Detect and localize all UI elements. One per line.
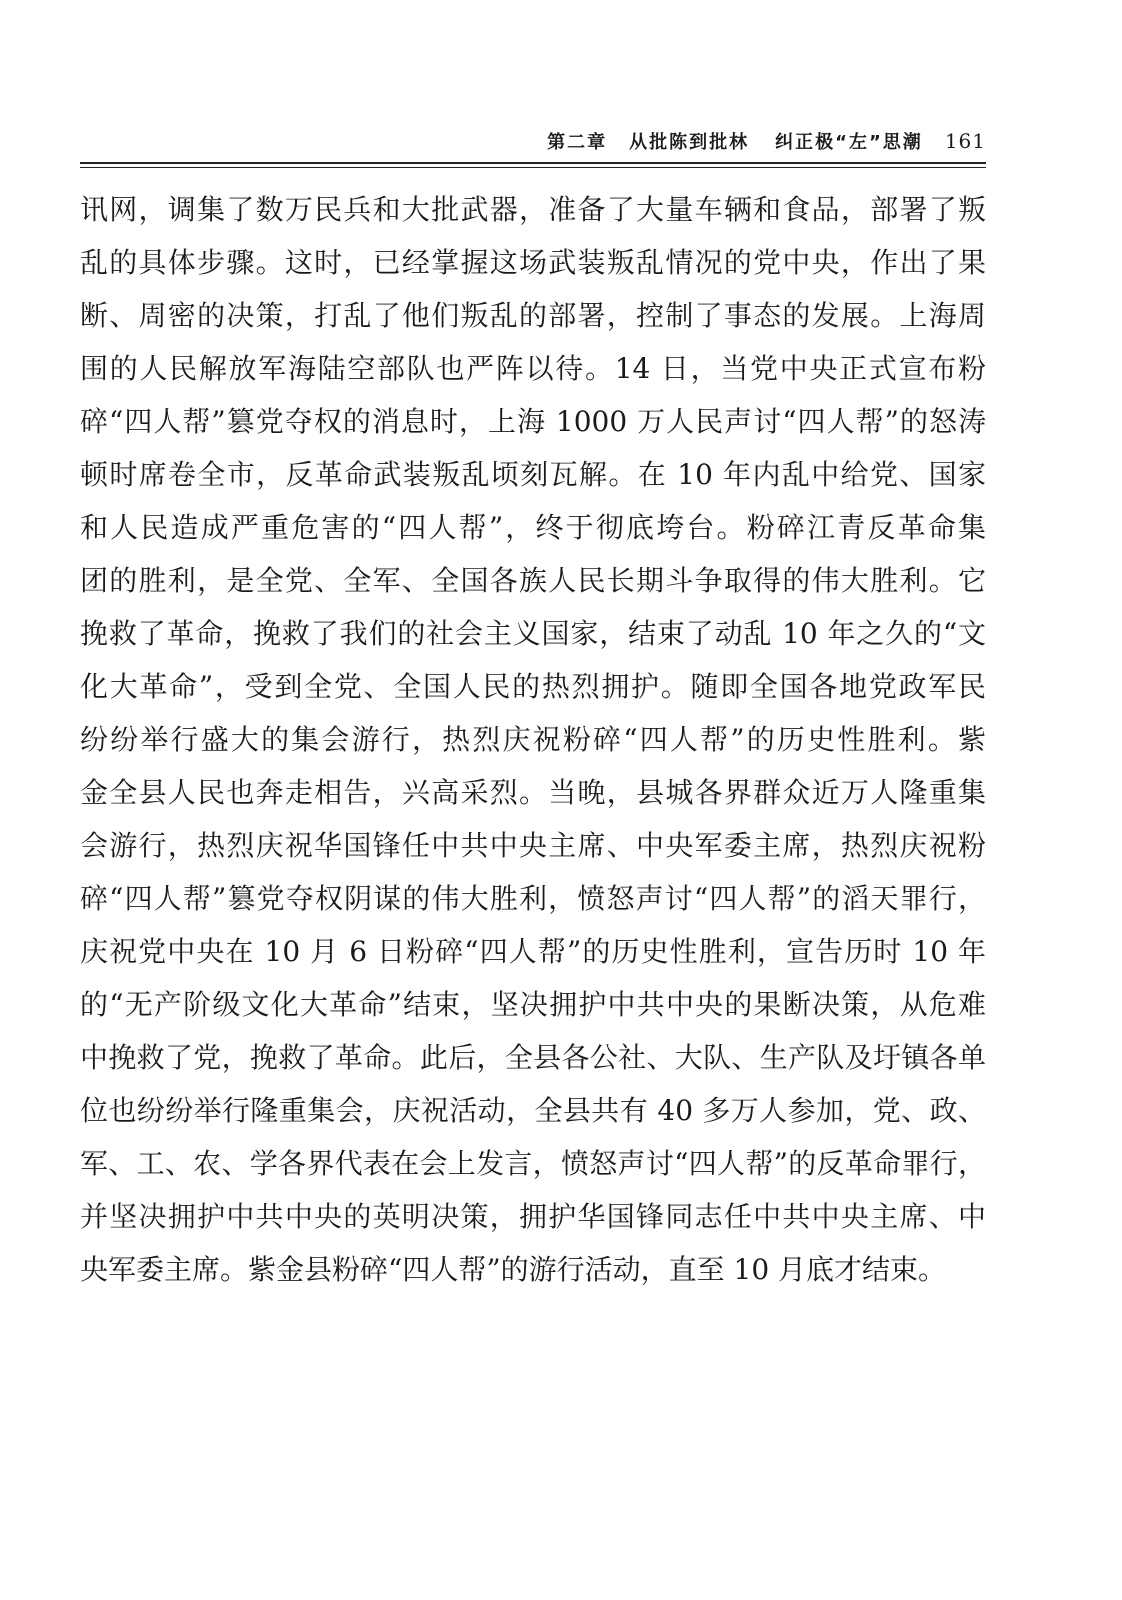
chapter-title: 从批陈到批林	[629, 132, 750, 153]
text-line: 并坚决拥护中共中央的英明决策，拥护华国锋同志任中共中央主席、中	[80, 1200, 986, 1233]
text-line: 和人民造成严重危害的“四人帮”，终于彻底垮台。粉碎江青反革命集	[80, 511, 986, 544]
text-line: 军、工、农、学各界代表在会上发言，愤怒声讨“四人帮”的反革命罪行，	[80, 1147, 986, 1180]
text-line: 纷纷举行盛大的集会游行，热烈庆祝粉碎“四人帮”的历史性胜利。紫	[80, 723, 986, 756]
text-line: 围的人民解放军海陆空部队也严阵以待。14 日，当党中央正式宣布粉	[80, 352, 986, 385]
text-line: 化大革命”，受到全党、全国人民的热烈拥护。随即全国各地党政军民	[80, 670, 986, 703]
text-line: 位也纷纷举行隆重集会，庆祝活动，全县共有 40 多万人参加，党、政、	[80, 1094, 986, 1127]
text-line: 中挽救了党，挽救了革命。此后，全县各公社、大队、生产队及圩镇各单	[80, 1041, 986, 1074]
chapter-label: 第二章	[547, 132, 608, 153]
header-rule-thick	[80, 162, 986, 164]
text-line: 乱的具体步骤。这时，已经掌握这场武装叛乱情况的党中央，作出了果	[80, 246, 986, 279]
text-line: 会游行，热烈庆祝华国锋任中共中央主席、中央军委主席，热烈庆祝粉	[80, 829, 986, 862]
body-text	[80, 183, 986, 1296]
text-line: 顿时席卷全市，反革命武装叛乱顷刻瓦解。在 10 年内乱中给党、国家	[80, 458, 986, 491]
text-line: 断、周密的决策，打乱了他们叛乱的部署，控制了事态的发展。上海周	[80, 299, 986, 332]
text-line: 挽救了革命，挽救了我们的社会主义国家，结束了动乱 10 年之久的“文	[80, 617, 986, 650]
text-line: 的“无产阶级文化大革命”结束，坚决拥护中共中央的果断决策，从危难	[80, 988, 986, 1021]
text-line: 讯网，调集了数万民兵和大批武器，准备了大量车辆和食品，部署了叛	[80, 193, 986, 226]
running-header	[80, 128, 986, 162]
text-line: 碎“四人帮”篡党夺权阴谋的伟大胜利，愤怒声讨“四人帮”的滔天罪行，	[80, 882, 986, 915]
page-number: 161	[944, 129, 986, 153]
text-line: 金全县人民也奔走相告，兴高采烈。当晚，县城各界群众近万人隆重集	[80, 776, 986, 809]
text-line: 庆祝党中央在 10 月 6 日粉碎“四人帮”的历史性胜利，宣告历时 10 年	[80, 935, 986, 968]
chapter-subtitle: 纠正极“左”思潮	[775, 132, 923, 153]
text-line: 碎“四人帮”篡党夺权的消息时，上海 1000 万人民声讨“四人帮”的怒涛	[80, 405, 986, 438]
text-line: 央军委主席。紫金县粉碎“四人帮”的游行活动，直至 10 月底才结束。	[80, 1253, 947, 1286]
text-line: 团的胜利，是全党、全军、全国各族人民长期斗争取得的伟大胜利。它	[80, 564, 986, 597]
header-rule-thin	[80, 167, 986, 168]
